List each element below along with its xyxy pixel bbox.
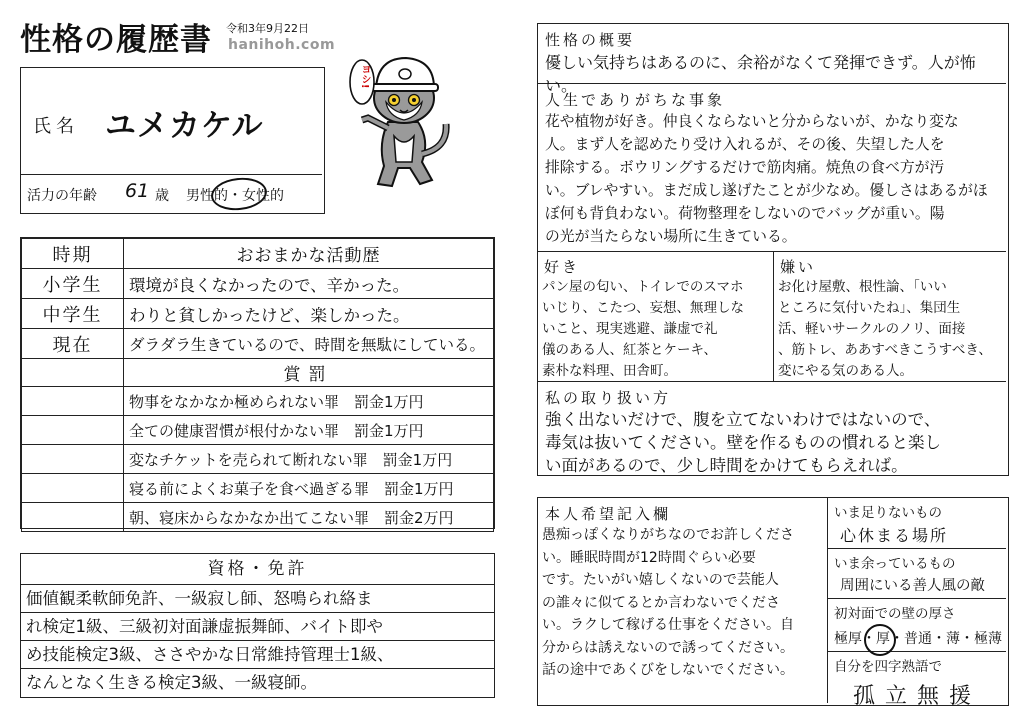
treatment-line: 毒気は抜いてください。壁を作るものの慣れると楽し bbox=[545, 433, 941, 452]
penalty-blank bbox=[22, 474, 124, 503]
dislikes-line: 活、軽いサークルのノリ、面接 bbox=[778, 321, 966, 337]
personality-panel bbox=[537, 23, 1009, 476]
life-line: の光が当たらない場所に生きている。 bbox=[545, 228, 797, 245]
license-line: 価値観柔軟師免許、一級寂し師、怒鳴られ絡ま bbox=[21, 585, 494, 613]
life-line: 人。まず人を認めたり受け入れるが、その後、失望した人を bbox=[545, 136, 945, 153]
lack-section bbox=[828, 498, 1006, 549]
dislikes-column bbox=[774, 252, 1006, 382]
gender-options: 男性的・女性的 bbox=[186, 188, 284, 204]
dislikes-line: 変にやる気のある人。 bbox=[778, 363, 913, 379]
activity-head-period: 時期 bbox=[22, 239, 124, 269]
overview-section bbox=[538, 24, 1006, 95]
excess-label: いま余っているもの bbox=[834, 556, 956, 572]
likes-line: いこと、現実逃避、謙虚で礼 bbox=[542, 321, 718, 337]
penalty-blank bbox=[22, 445, 124, 474]
overview-head: 性格の概要 bbox=[545, 31, 636, 49]
profile-box bbox=[20, 67, 325, 214]
penalty-head: 賞罰 bbox=[124, 359, 494, 387]
wall-section bbox=[828, 599, 1006, 652]
treatment-line: 強く出ないだけで、腹を立てないわけではないので、 bbox=[545, 410, 941, 429]
activity-text: ダラダラ生きているので、時間を無駄にしている。 bbox=[124, 329, 494, 359]
activity-period: 現在 bbox=[22, 329, 124, 359]
likes-line: いじり、こたつ、妄想、無理しな bbox=[542, 300, 744, 316]
excess-section bbox=[828, 549, 1006, 599]
dislikes-line: 、筋トレ、ああすべきこうすべき、 bbox=[778, 342, 992, 358]
age-label: 活力の年齢 bbox=[27, 188, 97, 204]
penalty-blank bbox=[22, 503, 124, 532]
life-body bbox=[538, 110, 1006, 248]
likes-head: 好き bbox=[544, 258, 581, 276]
gender-circle-mark bbox=[209, 175, 268, 213]
activity-period: 小学生 bbox=[22, 269, 124, 299]
name-label: 氏名 bbox=[33, 116, 79, 137]
wall-label: 初対面での壁の厚さ bbox=[834, 606, 956, 622]
wish-section bbox=[538, 498, 828, 703]
life-section bbox=[538, 84, 1006, 252]
lack-value: 心休まる場所 bbox=[840, 526, 949, 545]
license-head: 資格・免許 bbox=[21, 554, 494, 585]
activity-text: わりと貧しかったけど、楽しかった。 bbox=[124, 299, 494, 329]
wish-line: 話の途中であくびをしないでください。 bbox=[542, 662, 794, 678]
date: 令和3年9月22日 bbox=[226, 22, 309, 35]
wish-line: です。たいがい嬉しくないので芸能人 bbox=[542, 572, 779, 588]
license-line: れ検定1級、三級初対面謙虚振舞師、バイト即や bbox=[21, 613, 494, 641]
dislikes-head: 嫌い bbox=[780, 258, 817, 276]
idiom-value: 孤立無援 bbox=[852, 684, 981, 709]
life-line: 排除する。ボウリングするだけで筋肉痛。焼魚の食べ方が汚 bbox=[545, 159, 945, 176]
name-value: ユメカケル bbox=[105, 108, 264, 144]
penalty-item: 物事をなかなか極められない罪 罰金1万円 bbox=[124, 387, 494, 416]
penalty-blank bbox=[22, 387, 124, 416]
wish-head: 本人希望記入欄 bbox=[545, 505, 672, 523]
wish-line: の誰々に似てるとか言わないでくださ bbox=[542, 594, 780, 611]
life-line: 花や植物が好き。仲良くならないと分からないが、かなり変な bbox=[545, 113, 959, 130]
dislikes-line: お化け屋敷、根性論、「いい bbox=[778, 279, 947, 295]
license-box bbox=[20, 553, 495, 698]
wish-line: 愚痴っぽくなりがちなのでお許しくださ bbox=[542, 527, 794, 543]
life-line: い。ブレやすい。まだ成し遂げたことが少なめ。優しさはあるがほ bbox=[545, 182, 988, 199]
treatment-head: 私の取り扱い方 bbox=[545, 389, 672, 407]
likes-line: 素朴な料理、田舎町。 bbox=[542, 363, 677, 379]
life-line: ぼ何も背負わない。荷物整理をしないのでバッグが重い。陽 bbox=[545, 205, 945, 222]
activity-text: 環境が良くなかったので、辛かった。 bbox=[124, 269, 494, 299]
age-row bbox=[21, 174, 322, 212]
penalty-item: 朝、寝床からなかなか出てこない罪 罰金2万円 bbox=[124, 503, 494, 532]
penalty-item: 寝る前によくお菓子を食べ過ぎる罪 罰金1万円 bbox=[124, 474, 494, 503]
lack-label: いま足りないもの bbox=[834, 505, 942, 521]
site-url[interactable]: hanihoh.com bbox=[228, 37, 336, 53]
wish-line: い。睡眠時間が12時間ぐらい必要 bbox=[542, 549, 756, 566]
wish-line: い。ラクして稼げる仕事をください。自 bbox=[542, 617, 794, 633]
excess-value: 周囲にいる善人風の敵 bbox=[840, 578, 985, 594]
dislikes-line: ところに気付いたね」、集団生 bbox=[778, 300, 961, 316]
activity-table bbox=[20, 237, 495, 529]
penalty-item: 変なチケットを売られて断れない罪 罰金1万円 bbox=[124, 445, 494, 474]
idiom-section bbox=[828, 652, 1006, 709]
likes-line: 儀のある人、紅茶とケーキ、 bbox=[542, 342, 717, 358]
likes-column bbox=[538, 252, 774, 382]
wish-line: 分からは誘えないので誘ってください。 bbox=[542, 639, 794, 656]
idiom-label: 自分を四字熟語で bbox=[834, 659, 942, 675]
license-line: なんとなく生きる検定3級、一級寝師。 bbox=[26, 673, 317, 692]
overview-text: 優しい気持ちはあるのに、余裕がなくて発揮できず。人が怖い。 bbox=[545, 53, 976, 95]
age-value: 61 bbox=[125, 180, 150, 202]
treatment-line: い面があるので、少し時間をかけてもらえれば。 bbox=[545, 456, 908, 475]
mascot-speech: ヨシ! bbox=[359, 64, 370, 89]
page-title: 性格の履歴書 bbox=[20, 22, 212, 58]
license-line: め技能検定3級、ささやかな日常維持管理士1級、 bbox=[21, 641, 494, 669]
penalty-item: 全ての健康習慣が根付かない罪 罰金1万円 bbox=[124, 416, 494, 445]
penalty-blank bbox=[22, 416, 124, 445]
activity-period: 中学生 bbox=[22, 299, 124, 329]
age-unit: 歳 bbox=[155, 188, 169, 204]
likes-dislikes-section bbox=[538, 252, 1006, 382]
wish-panel bbox=[537, 497, 1009, 709]
penalty-blank bbox=[22, 359, 124, 387]
wall-options: 極厚・厚・普通・薄・極薄 bbox=[834, 631, 1002, 647]
treatment-section bbox=[538, 382, 1006, 474]
life-head: 人生でありがちな事象 bbox=[545, 91, 726, 109]
mascot-cat-illustration bbox=[348, 44, 458, 194]
likes-line: パン屋の匂い、トイレでのスマホ bbox=[542, 279, 744, 295]
activity-head-history: おおまかな活動歴 bbox=[124, 239, 494, 269]
